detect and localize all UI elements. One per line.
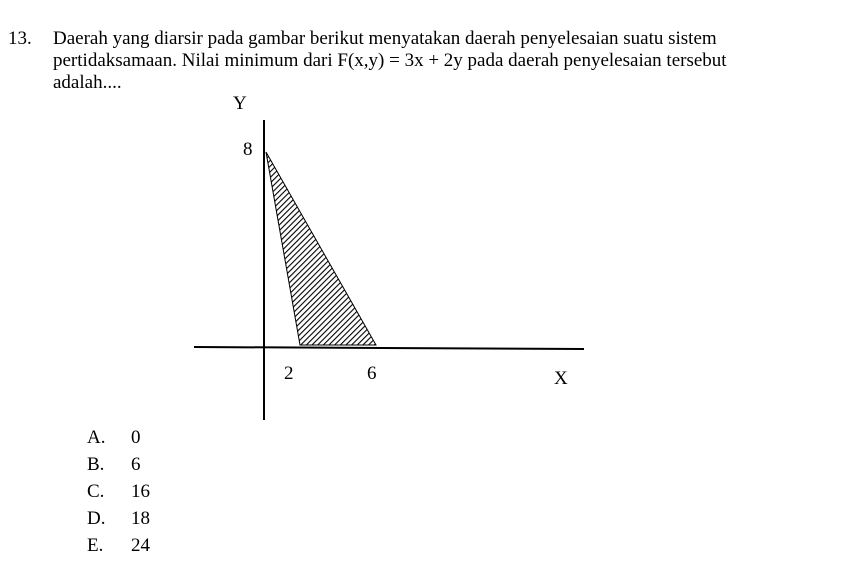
y-tick-8: 8 [243,139,253,160]
choice-a[interactable] [87,424,150,451]
y-axis-label: Y [233,93,247,114]
x-axis-label: X [554,368,568,389]
choice-letter: B. [87,454,105,475]
choice-value: 24 [131,535,150,556]
question-line-3: adalah.... [53,72,122,93]
choice-value: 16 [131,481,150,502]
choice-letter: A. [87,427,106,448]
choice-letter: E. [87,535,104,556]
choice-e[interactable] [87,532,150,559]
choice-c[interactable] [87,478,150,505]
choice-d[interactable] [87,505,150,532]
x-axis [194,347,584,349]
answer-choices [87,424,150,559]
choice-b[interactable] [87,451,150,478]
choice-value: 18 [131,508,150,529]
question-number: 13. [8,28,32,49]
question-line-1: Daerah yang diarsir pada gambar berikut menyatakan daerah penyelesaian suatu sistem [53,28,717,49]
choice-letter: D. [87,508,106,529]
x-tick-2: 2 [284,363,294,384]
x-tick-6: 6 [367,363,377,384]
choice-value: 6 [131,454,141,475]
choice-letter: C. [87,481,105,502]
shaded-region [266,152,376,345]
question-line-2: pertidaksamaan. Nilai minimum dari F(x,y) = 3x + 2y pada daerah penyelesaian tersebut [53,50,727,71]
choice-value: 0 [131,427,141,448]
